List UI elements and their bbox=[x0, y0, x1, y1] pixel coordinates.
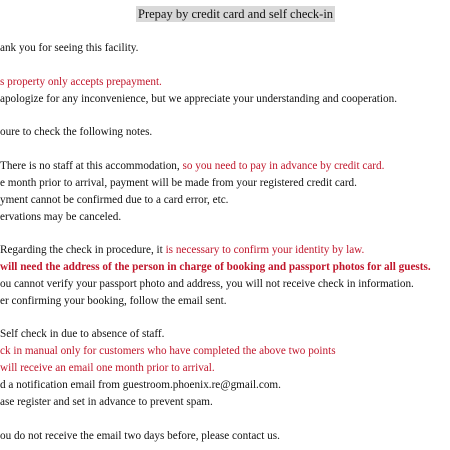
doc-line-1 bbox=[0, 41, 138, 55]
line-text: oure to check the following notes. bbox=[0, 126, 153, 138]
doc-line-9 bbox=[0, 243, 364, 257]
doc-line-4 bbox=[0, 125, 152, 139]
document-title: Prepay by credit card and self check-in bbox=[138, 7, 334, 21]
line-text: There is no staff at this accommodation, bbox=[0, 160, 183, 172]
doc-line-18 bbox=[0, 429, 280, 443]
doc-line-2 bbox=[0, 75, 162, 89]
line-text: ase register and set in advance to prevent spam. bbox=[0, 396, 213, 408]
doc-line-7 bbox=[0, 193, 228, 207]
line-text: ou cannot verify your passport photo and address, you will not receive check in information. bbox=[0, 278, 414, 290]
doc-line-8 bbox=[0, 210, 121, 224]
line-text: ck in manual only for customers who have completed the above two points bbox=[0, 345, 336, 357]
line-text: Regarding the check in procedure, it bbox=[0, 244, 166, 256]
line-text: e month prior to arrival, payment will be made from your registered credit card. bbox=[0, 177, 357, 189]
doc-line-10 bbox=[0, 260, 431, 274]
line-text-highlight: so you need to pay in advance by credit card. bbox=[182, 160, 385, 172]
line-text: Self check in due to absence of staff. bbox=[0, 328, 165, 340]
doc-line-3 bbox=[0, 92, 397, 106]
line-text: ervations may be canceled. bbox=[0, 211, 122, 223]
doc-line-6 bbox=[0, 176, 357, 190]
doc-line-11 bbox=[0, 277, 414, 291]
line-text: ank you for seeing this facility. bbox=[0, 42, 139, 54]
doc-line-14 bbox=[0, 344, 336, 358]
line-text: s property only accepts prepayment. bbox=[0, 76, 162, 88]
line-text-highlight: is necessary to confirm your identity by law. bbox=[165, 244, 365, 256]
doc-line-13 bbox=[0, 327, 164, 341]
line-text: yment cannot be confirmed due to a card error, etc. bbox=[0, 194, 229, 206]
doc-line-17 bbox=[0, 395, 213, 409]
doc-line-12 bbox=[0, 294, 227, 308]
line-text: apologize for any inconvenience, but we appreciate your understanding and cooperation. bbox=[0, 93, 398, 105]
doc-line-16 bbox=[0, 378, 281, 392]
line-text: will need the address of the person in charge of booking and passport photos for all guests. bbox=[0, 261, 431, 273]
line-text: ou do not receive the email two days before, please contact us. bbox=[0, 430, 280, 442]
line-text: er confirming your booking, follow the email sent. bbox=[0, 295, 227, 307]
line-text: d a notification email from guestroom.phoenix.re@gmail.com. bbox=[0, 379, 281, 391]
line-text: will receive an email one month prior to arrival. bbox=[0, 362, 215, 374]
doc-line-15 bbox=[0, 361, 215, 375]
doc-line-5 bbox=[0, 159, 384, 173]
